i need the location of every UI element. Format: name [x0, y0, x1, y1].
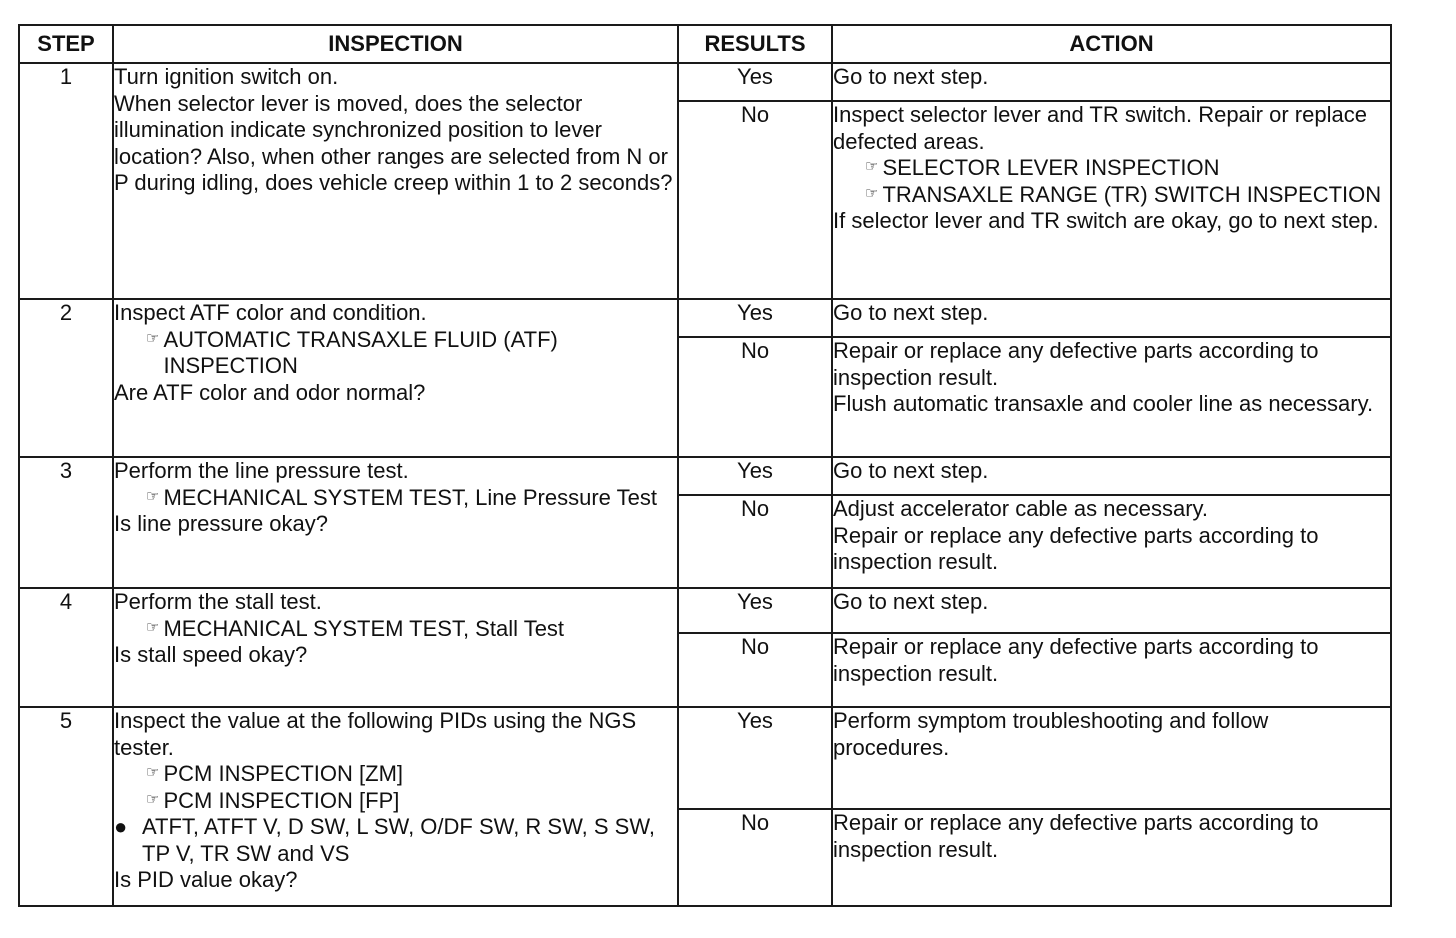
inspection-text: Inspect the value at the following PIDs using the NGS tester. [114, 708, 637, 760]
action-text: Repair or replace any defective parts according to inspection result. [833, 634, 1319, 686]
action-text: Repair or replace any defective parts according to inspection result. [833, 338, 1319, 390]
inspection-text: Perform the stall test. [114, 589, 322, 614]
result-yes: Yes [678, 588, 832, 633]
action-no [832, 809, 1391, 906]
result-no: No [678, 337, 832, 457]
action-text: Inspect selector lever and TR switch. Repair or replace defected areas. [833, 102, 1367, 154]
inspection-question: Is line pressure okay? [114, 511, 328, 536]
pid-list-item [114, 814, 677, 867]
action-text: Repair or replace any defective parts according to inspection result. [833, 810, 1319, 862]
reference-hand-icon: ☞ [146, 329, 160, 347]
action-no [832, 633, 1391, 707]
pid-list-text: ATFT, ATFT V, D SW, L SW, O/DF SW, R SW, S SW, TP V, TR SW and VS [142, 814, 655, 866]
action-text: Adjust accelerator cable as necessary. [833, 496, 1208, 521]
result-yes: Yes [678, 299, 832, 337]
reference-link[interactable]: ☞ MECHANICAL SYSTEM TEST, Line Pressure Test [146, 484, 657, 510]
action-yes: Go to next step. [832, 299, 1391, 337]
step-number: 5 [19, 707, 113, 906]
action-text: Flush automatic transaxle and cooler line as necessary. [833, 391, 1374, 416]
header-row [19, 25, 1391, 63]
inspection-cell [113, 588, 678, 707]
step-number: 4 [19, 588, 113, 707]
reference-hand-icon: ☞ [146, 790, 160, 808]
header-inspection: INSPECTION [113, 25, 678, 63]
step-number: 3 [19, 457, 113, 588]
reference-hand-icon: ☞ [865, 158, 879, 175]
action-yes: Go to next step. [832, 457, 1391, 495]
result-no: No [678, 809, 832, 906]
result-yes: Yes [678, 63, 832, 101]
result-no: No [678, 101, 832, 299]
inspection-cell [113, 63, 678, 299]
step-2-yes-row [19, 299, 1391, 337]
reference-link[interactable]: ☞ TRANSAXLE RANGE (TR) SWITCH INSPECTION [865, 181, 1382, 207]
result-yes: Yes [678, 457, 832, 495]
action-yes: Perform symptom troubleshooting and follow procedures. [832, 707, 1391, 809]
inspection-text: Inspect ATF color and condition. [114, 300, 427, 325]
action-text: Repair or replace any defective parts according to inspection result. [833, 522, 1319, 574]
header-action: ACTION [832, 25, 1391, 63]
inspection-cell [113, 299, 678, 457]
action-yes: Go to next step. [832, 63, 1391, 101]
step-4-yes-row [19, 588, 1391, 633]
action-no [832, 495, 1391, 588]
reference-link[interactable]: ☞ MECHANICAL SYSTEM TEST, Stall Test [146, 615, 565, 641]
step-3-yes-row [19, 457, 1391, 495]
bullet-icon: ● [114, 814, 128, 839]
reference-link[interactable]: ☞ PCM INSPECTION [FP] [146, 787, 400, 813]
action-text: If selector lever and TR switch are okay, go to next step. [833, 208, 1379, 233]
reference-hand-icon: ☞ [146, 764, 160, 781]
reference-link[interactable]: ☞ AUTOMATIC TRANSAXLE FLUID (ATF) INSPECTION [146, 326, 558, 378]
inspection-question: Is stall speed okay? [114, 642, 308, 667]
action-yes: Go to next step. [832, 588, 1391, 633]
result-no: No [678, 633, 832, 707]
action-no [832, 101, 1391, 299]
inspection-text: Perform the line pressure test. [114, 458, 409, 483]
header-results: RESULTS [678, 25, 832, 63]
inspection-cell [113, 707, 678, 906]
reference-hand-icon: ☞ [146, 487, 160, 505]
step-1-yes-row [19, 63, 1391, 101]
inspection-cell [113, 457, 678, 588]
reference-hand-icon: ☞ [865, 184, 879, 202]
reference-link[interactable]: ☞ PCM INSPECTION [ZM] [146, 761, 404, 786]
inspection-text: Turn ignition switch on. [114, 64, 339, 89]
reference-hand-icon: ☞ [146, 618, 160, 636]
result-yes: Yes [678, 707, 832, 809]
inspection-question: When selector lever is moved, does the selector illumination indicate synchronized position to lever location? Also, when other ranges are selected from N or P during idling, does vehicle creep within 1 to 2 seconds? [114, 90, 673, 195]
inspection-question: Is PID value okay? [114, 867, 298, 892]
inspection-question: Are ATF color and odor normal? [114, 379, 426, 405]
step-number: 2 [19, 299, 113, 457]
result-no: No [678, 495, 832, 588]
troubleshooting-table [18, 24, 1392, 907]
step-5-yes-row [19, 707, 1391, 809]
action-no [832, 337, 1391, 457]
step-number: 1 [19, 63, 113, 299]
header-step: STEP [19, 25, 113, 63]
reference-link[interactable]: ☞ SELECTOR LEVER INSPECTION [865, 155, 1220, 180]
